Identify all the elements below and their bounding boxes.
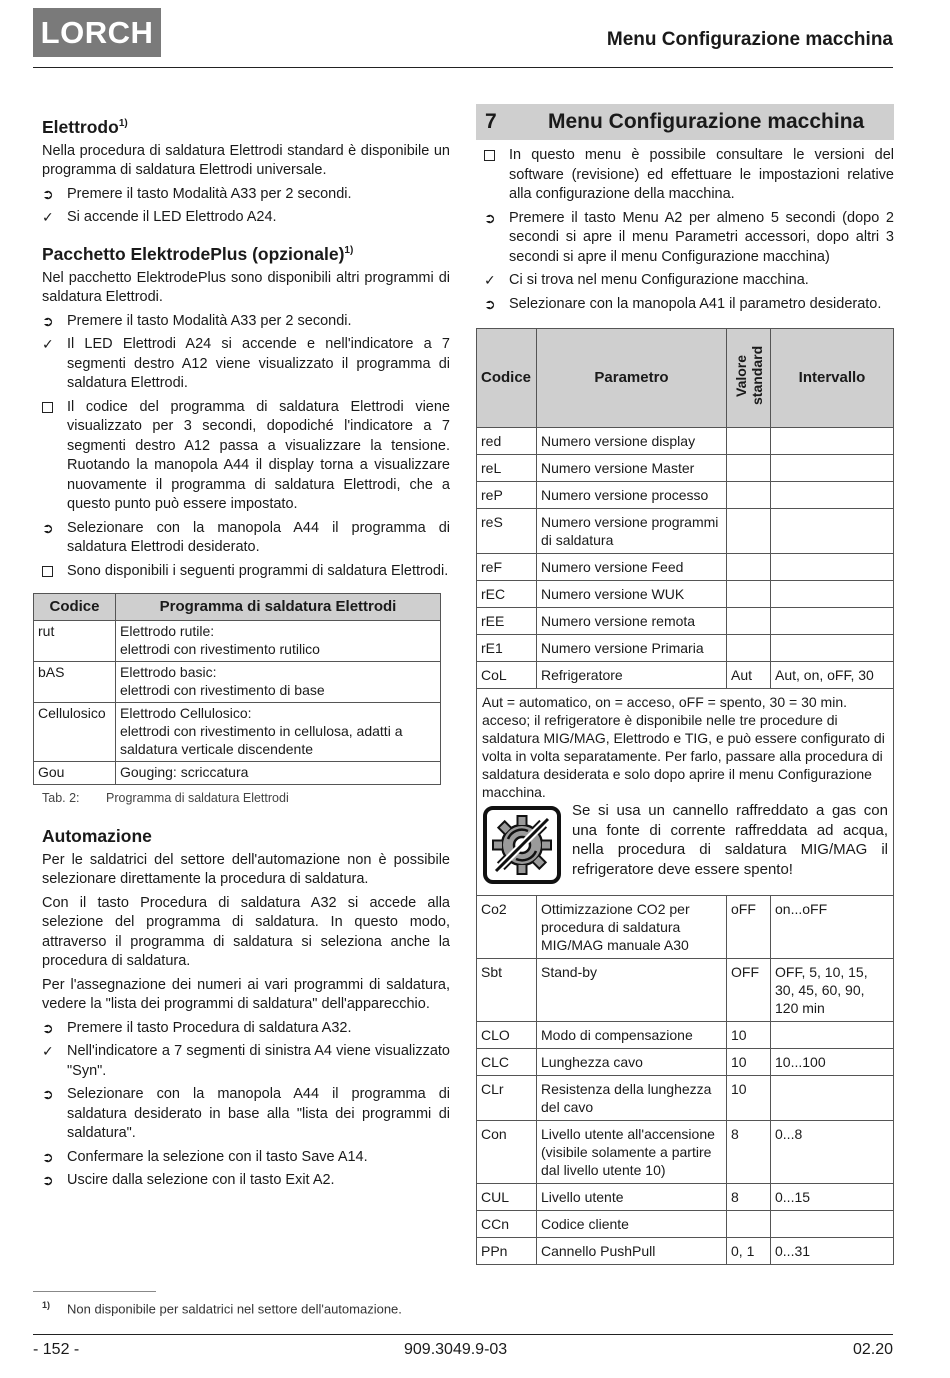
table-row — [477, 509, 894, 554]
step-text: Nell'indicatore a 7 segmenti di sinistra A4 viene visualizzato "Syn". — [67, 1043, 450, 1079]
step-item — [42, 1042, 450, 1081]
cell-default — [727, 482, 771, 509]
table-row — [477, 896, 894, 959]
cell-range — [771, 509, 894, 554]
cell-code: reF — [477, 554, 537, 581]
cell-param: Numero versione display — [537, 428, 727, 455]
elettrodo-steps — [42, 185, 450, 228]
step-text: Uscire dalla selezione con il tasto Exit A2. — [67, 1172, 335, 1189]
cell-param: Numero versione Primaria — [537, 635, 727, 662]
checkbox-square — [484, 150, 495, 161]
step-text: Si accende il LED Elettrodo A24. — [67, 209, 277, 226]
section-number: 7 — [485, 110, 497, 134]
table-row — [477, 455, 894, 482]
step-text: Premere il tasto Procedura di saldatura A32. — [67, 1019, 352, 1036]
step-item — [42, 208, 450, 228]
checkbox-square — [42, 566, 53, 577]
table-header-code: Codice — [34, 594, 116, 621]
cell-default: oFF — [727, 896, 771, 959]
table-row — [477, 959, 894, 1022]
cell-range: Aut, on, oFF, 30 — [771, 662, 894, 689]
cell-range — [771, 455, 894, 482]
table-row — [477, 1184, 894, 1211]
right-column — [476, 104, 894, 1265]
automazione-paragraph: Per le saldatrici del settore dell'automazione non è possibile selezionare direttamente la procedura di saldatura. — [42, 851, 450, 888]
table-row — [477, 482, 894, 509]
cell-code: CUL — [477, 1184, 537, 1211]
cooler-note-text: Aut = automatico, on = acceso, oFF = spento, 30 = 30 min. acceso; il refrigeratore è disponibile nelle tre procedure di saldatura MIG/MAG, Elettrodo e TIG, e può essere configurato di volta in volta separatamente. Per farlo, passare alla procedura di saldatura desiderata e solo dopo aprire il menu Configurazione macchina. — [482, 694, 885, 800]
cell-param: Livello utente all'accensione (visibile solamente a partire dal livello utente 10) — [537, 1121, 727, 1184]
table-header-default: Valore standard — [727, 329, 771, 428]
step-text: Confermare la selezione con il tasto Save A14. — [67, 1148, 368, 1165]
arrow-icon: ➲ — [42, 312, 54, 329]
arrow-icon: ➲ — [42, 1172, 54, 1189]
cell-default — [727, 554, 771, 581]
cell-default — [727, 608, 771, 635]
cell-code: Sbt — [477, 959, 537, 1022]
cell-param: Numero versione Master — [537, 455, 727, 482]
step-item — [42, 335, 450, 394]
table-row — [477, 554, 894, 581]
automazione-heading: Automazione — [42, 825, 152, 846]
cell-default: 0, 1 — [727, 1238, 771, 1265]
cell-param: Refrigeratore — [537, 662, 727, 689]
cell-code: CLr — [477, 1076, 537, 1121]
cell-code: Co2 — [477, 896, 537, 959]
check-icon: ✓ — [42, 1043, 54, 1060]
step-item — [484, 295, 894, 315]
cell-default — [727, 635, 771, 662]
step-item — [484, 209, 894, 268]
step-text: Premere il tasto Menu A2 per almeno 5 secondi (dopo 2 secondi si apre il menu Parametri accessori, dopo altri 3 secondi si apre il menu Configurazione macchina) — [509, 209, 894, 265]
cell-param: Modo di compensazione — [537, 1022, 727, 1049]
automazione-steps — [42, 1019, 450, 1191]
cell-default — [727, 455, 771, 482]
cell-code: Gou — [34, 762, 116, 785]
document-date: 02.20 — [852, 1341, 893, 1358]
cell-param: Resistenza della lunghezza del cavo — [537, 1076, 727, 1121]
arrow-icon: ➲ — [42, 1148, 54, 1165]
table-row — [477, 635, 894, 662]
arrow-icon: ➲ — [42, 519, 54, 536]
cell-default: 10 — [727, 1049, 771, 1076]
table-row — [477, 1121, 894, 1184]
cell-default — [727, 509, 771, 554]
step-item — [42, 1148, 450, 1168]
arrow-icon: ➲ — [42, 185, 54, 202]
step-item — [484, 271, 894, 291]
checkbox-icon — [42, 562, 62, 583]
program-detail: elettrodi con rivestimento di base — [120, 682, 325, 699]
pacchetto-steps — [42, 312, 450, 582]
electrode-program-table — [33, 593, 441, 785]
cell-param: Codice cliente — [537, 1211, 727, 1238]
cell-code: CLO — [477, 1022, 537, 1049]
table-row — [477, 581, 894, 608]
cell-code: Cellulosico — [34, 703, 116, 762]
cell-param: Numero versione WUK — [537, 581, 727, 608]
program-name: Elettrodo Cellulosico: — [120, 705, 252, 722]
cell-param: Stand-by — [537, 959, 727, 1022]
cell-param: Livello utente — [537, 1184, 727, 1211]
arrow-icon: ➲ — [484, 209, 496, 226]
cooler-warning-text: Se si usa un cannello raffreddato a gas con una fonte di corrente raffreddata ad acqua, nella procedura di saldatura MIG/MAG il refrigeratore deve essere spento! — [572, 802, 888, 878]
cell-range — [771, 1076, 894, 1121]
table-row — [34, 703, 441, 762]
table-row — [34, 621, 441, 662]
cell-range: 0...15 — [771, 1184, 894, 1211]
cooler-note — [477, 689, 894, 896]
table-row — [477, 1022, 894, 1049]
cell-range — [771, 428, 894, 455]
header-rule — [33, 67, 893, 68]
program-name: Elettrodo basic: — [120, 664, 217, 681]
pacchetto-intro: Nel pacchetto ElektrodePlus sono disponibili altri programmi di saldatura Elettrodi. — [42, 269, 450, 306]
cell-range: 0...31 — [771, 1238, 894, 1265]
cell-range — [771, 635, 894, 662]
table-caption: Tab. 2: Programma di saldatura Elettrodi — [42, 791, 289, 806]
cell-range — [771, 1211, 894, 1238]
cell-param: Ottimizzazione CO2 per procedura di saldatura MIG/MAG manuale A30 — [537, 896, 727, 959]
step-item — [42, 312, 450, 332]
table-row — [34, 662, 441, 703]
step-text: Il codice del programma di saldatura Elettrodi viene visualizzato per 3 secondi, dopodiché l'indicatore a 7 segmenti destro A12 passa a visualizzare la tensione. Ruotando la manopola A44 il display torna a visualizzare nuovamente il programma di saldatura Elettrodi, che a questo punto può essere impostato. — [67, 398, 450, 513]
table-row — [477, 1211, 894, 1238]
cell-program — [116, 662, 441, 703]
cell-default: 10 — [727, 1022, 771, 1049]
check-icon: ✓ — [42, 336, 54, 353]
cell-code: rEC — [477, 581, 537, 608]
cell-param: Numero versione programmi di saldatura — [537, 509, 727, 554]
elettrodo-heading: Elettrodo$^{1)}$ — [42, 116, 128, 137]
step-item — [42, 1019, 450, 1039]
step-item — [42, 1085, 450, 1144]
cell-range: 10...100 — [771, 1049, 894, 1076]
cell-range — [771, 554, 894, 581]
cell-range: 0...8 — [771, 1121, 894, 1184]
step-item — [42, 562, 450, 582]
check-icon: ✓ — [484, 272, 496, 288]
cell-param: Cannello PushPull — [537, 1238, 727, 1265]
program-detail: elettrodi con rivestimento in cellulosa, adatti a saldatura verticale discendente — [120, 723, 403, 758]
elettrodo-intro: Nella procedura di saldatura Elettrodi standard è disponibile un programma di saldatura Elettrodi universale. — [42, 142, 450, 179]
step-item — [42, 1171, 450, 1191]
table-row — [477, 1076, 894, 1121]
cell-code: Con — [477, 1121, 537, 1184]
step-text: In questo menu è possibile consultare le versioni del software (revisione) ed effettuare le impostazioni relative alla configurazione della macchina. — [509, 147, 894, 202]
step-text: Premere il tasto Modalità A33 per 2 secondi. — [67, 312, 352, 329]
step-text: Selezionare con la manopola A44 il programma di saldatura desiderato in base alla "lista dei programmi di saldatura". — [67, 1086, 450, 1142]
cell-range — [771, 482, 894, 509]
footer-rule — [33, 1334, 893, 1335]
cell-default — [727, 428, 771, 455]
cell-default: 8 — [727, 1184, 771, 1211]
section-steps — [476, 146, 894, 314]
cell-default: Aut — [727, 662, 771, 689]
cell-program — [116, 621, 441, 662]
cell-range — [771, 1022, 894, 1049]
header-title: Menu Configurazione macchina — [606, 29, 893, 50]
automazione-paragraph: Con il tasto Procedura di saldatura A32 si accede alla selezione del programma di saldatura. In questo modo, attraverso il programma di saldatura si seleziona anche la procedura di saldatura. — [42, 894, 450, 970]
table-header-range: Intervallo — [771, 329, 894, 428]
cell-program — [116, 703, 441, 762]
arrow-icon: ➲ — [42, 1086, 54, 1103]
table-header-param: Parametro — [537, 329, 727, 428]
document-number: 909.3049.9-03 — [404, 1341, 508, 1358]
step-item — [484, 146, 894, 205]
step-text: Sono disponibili i seguenti programmi di saldatura Elettrodi. — [67, 562, 449, 579]
cell-code: bAS — [34, 662, 116, 703]
automazione-paragraph: Per l'assegnazione dei numeri ai vari programmi di saldatura, vedere la "lista dei programmi di saldatura" dell'apparecchio. — [42, 976, 450, 1013]
cell-range: on...oFF — [771, 896, 894, 959]
step-item — [42, 185, 450, 205]
checkbox-icon — [484, 146, 504, 167]
cell-code: rEE — [477, 608, 537, 635]
lorch-logo: LORCH — [33, 8, 161, 57]
program-name: Elettrodo rutile: — [120, 623, 215, 640]
cell-code: rE1 — [477, 635, 537, 662]
cell-default — [727, 1211, 771, 1238]
cell-code: CCn — [477, 1211, 537, 1238]
step-text: Premere il tasto Modalità A33 per 2 secondi. — [67, 185, 352, 202]
table-header-program: Programma di saldatura Elettrodi — [116, 594, 441, 621]
cell-code: rut — [34, 621, 116, 662]
left-column — [38, 113, 450, 1195]
cell-code: reL — [477, 455, 537, 482]
cell-param: Numero versione remota — [537, 608, 727, 635]
pacchetto-heading: Pacchetto ElektrodePlus (opzionale)$^{1)}$ — [42, 243, 354, 264]
cooling-warning-icon — [482, 805, 562, 889]
cell-param: Lunghezza cavo — [537, 1049, 727, 1076]
table-header-code: Codice — [477, 329, 537, 428]
table-row — [34, 762, 441, 785]
cell-code: reP — [477, 482, 537, 509]
arrow-icon: ➲ — [484, 295, 496, 312]
step-text: Ci si trova nel menu Configurazione macchina. — [509, 272, 809, 288]
step-item — [42, 398, 450, 515]
cooler-warning — [482, 803, 888, 889]
step-text: Selezionare con la manopola A44 il programma di saldatura Elettrodi desiderato. — [67, 519, 450, 556]
cell-default: 8 — [727, 1121, 771, 1184]
cell-code: red — [477, 428, 537, 455]
cell-default: OFF — [727, 959, 771, 1022]
machine-config-table — [476, 328, 894, 1265]
cell-default: 10 — [727, 1076, 771, 1121]
automazione-paragraphs — [42, 851, 450, 1015]
program-name: Gouging: scriccatura — [120, 764, 249, 781]
cell-range: OFF, 5, 10, 15, 30, 45, 60, 90, 120 min — [771, 959, 894, 1022]
cell-code: CLC — [477, 1049, 537, 1076]
footnote-rule — [33, 1291, 156, 1292]
checkbox-icon — [42, 398, 62, 419]
table-row — [477, 428, 894, 455]
step-text: Il LED Elettrodi A24 si accende e nell'indicatore a 7 segmenti destro A12 viene visualizzato il programma di saldatura Elettrodi. — [67, 336, 450, 392]
program-detail: elettrodi con rivestimento rutilico — [120, 641, 320, 658]
table-row — [477, 608, 894, 635]
step-item — [42, 519, 450, 558]
arrow-icon: ➲ — [42, 1019, 54, 1036]
cell-code: CoL — [477, 662, 537, 689]
cell-program — [116, 762, 441, 785]
cell-default — [727, 581, 771, 608]
table-row — [477, 1049, 894, 1076]
table-row — [477, 662, 894, 689]
check-icon: ✓ — [42, 209, 54, 226]
cell-code: reS — [477, 509, 537, 554]
cell-range — [771, 581, 894, 608]
cell-code: PPn — [477, 1238, 537, 1265]
section-heading — [476, 104, 894, 140]
page-number: - 152 - — [33, 1341, 80, 1358]
step-text: Selezionare con la manopola A41 il parametro desiderato. — [509, 295, 882, 312]
table-row — [477, 1238, 894, 1265]
checkbox-square — [42, 402, 53, 413]
cell-range — [771, 608, 894, 635]
cell-param: Numero versione processo — [537, 482, 727, 509]
footnote: $^{1)}$ Non disponibile per saldatrici nel settore dell'automazione. — [42, 1300, 402, 1317]
cell-param: Numero versione Feed — [537, 554, 727, 581]
section-title: Menu Configurazione macchina — [548, 110, 865, 134]
